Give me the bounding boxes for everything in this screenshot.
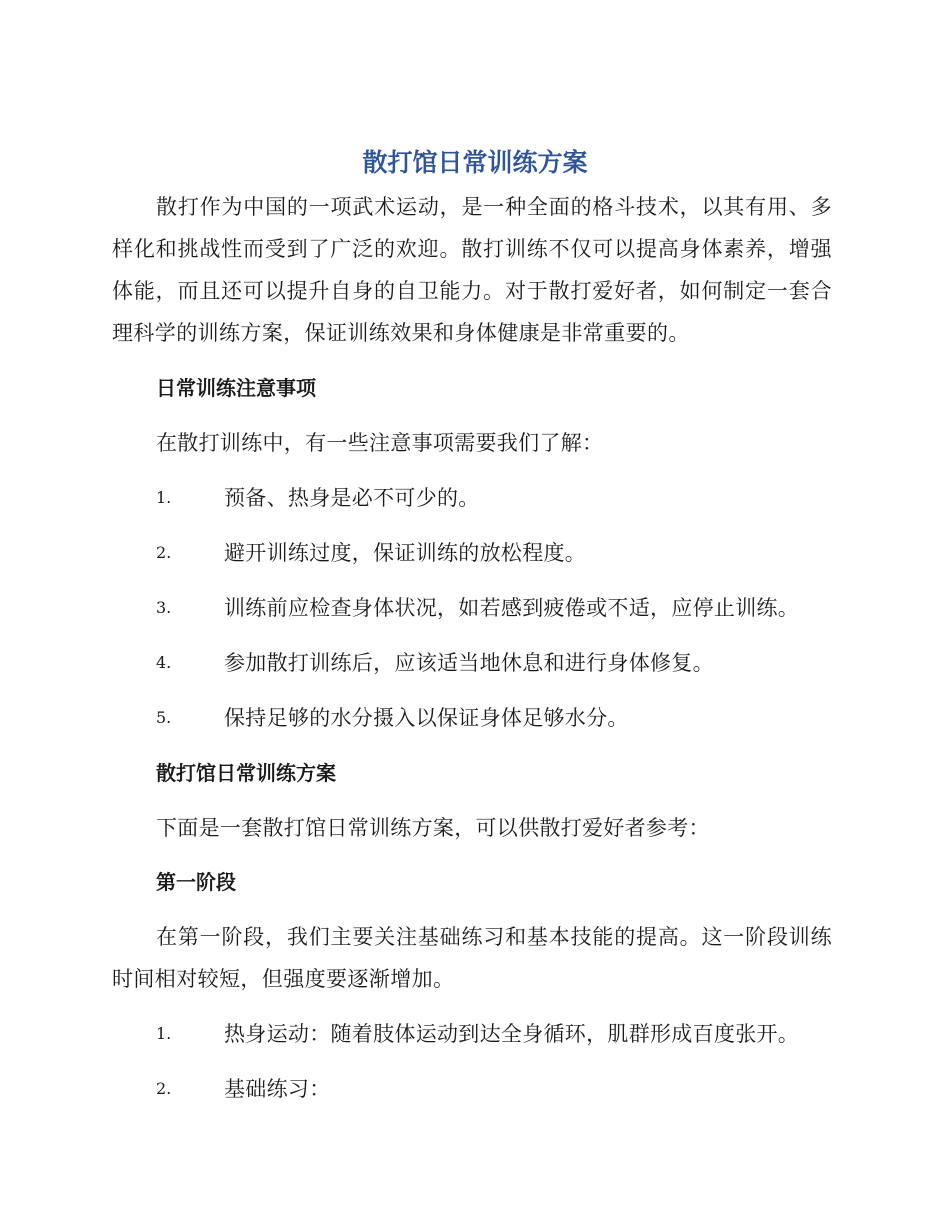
list-item — [156, 703, 836, 733]
list-text: 参加散打训练后，应该适当地休息和进行身体修复。 — [224, 651, 714, 675]
list-number: 5. — [156, 708, 172, 727]
list-text: 预备、热身是必不可少的。 — [224, 486, 480, 510]
precautions-lead-text: 在散打训练中，有一些注意事项需要我们了解： — [156, 431, 604, 455]
list-number: 4. — [156, 653, 172, 672]
list-number: 2. — [156, 543, 172, 562]
list-number: 2. — [156, 1079, 172, 1098]
list-item — [156, 593, 836, 623]
list-text: 保持足够的水分摄入以保证身体足够水分。 — [224, 706, 629, 730]
section-heading-stage-one: 第一阶段 — [156, 870, 236, 894]
document-title: 散打馆日常训练方案 — [362, 148, 588, 177]
list-item — [156, 483, 836, 513]
list-text: 基础练习： — [224, 1077, 331, 1101]
list-number: 3. — [156, 598, 172, 617]
plan-lead-text: 下面是一套散打馆日常训练方案，可以供散打爱好者参考： — [156, 816, 710, 840]
list-item — [156, 1074, 836, 1104]
list-number: 1. — [156, 488, 172, 507]
list-item — [156, 648, 836, 678]
list-text: 训练前应检查身体状况，如若感到疲倦或不适，应停止训练。 — [224, 596, 800, 620]
stage-one-paragraph: 在第一阶段，我们主要关注基础练习和基本技能的提高。这一阶段训练时间相对较短，但强度要逐渐增加。 — [112, 925, 832, 991]
list-number: 1. — [156, 1024, 172, 1043]
list-text: 避开训练过度，保证训练的放松程度。 — [224, 541, 587, 565]
list-item — [156, 538, 836, 568]
section-heading-precautions: 日常训练注意事项 — [156, 376, 316, 400]
intro-paragraph: 散打作为中国的一项武术运动，是一种全面的格斗技术，以其有用、多样化和挑战性而受到了广泛的欢迎。散打训练不仅可以提高身体素养，增强体能，而且还可以提升自身的自卫能力。对于散打爱好者，如何制定一套合理科学的训练方案，保证训练效果和身体健康是非常重要的。 — [112, 195, 832, 345]
list-item — [156, 1019, 836, 1049]
list-text: 热身运动：随着肢体运动到达全身循环，肌群形成百度张开。 — [224, 1022, 800, 1046]
section-heading-plan: 散打馆日常训练方案 — [156, 761, 336, 785]
